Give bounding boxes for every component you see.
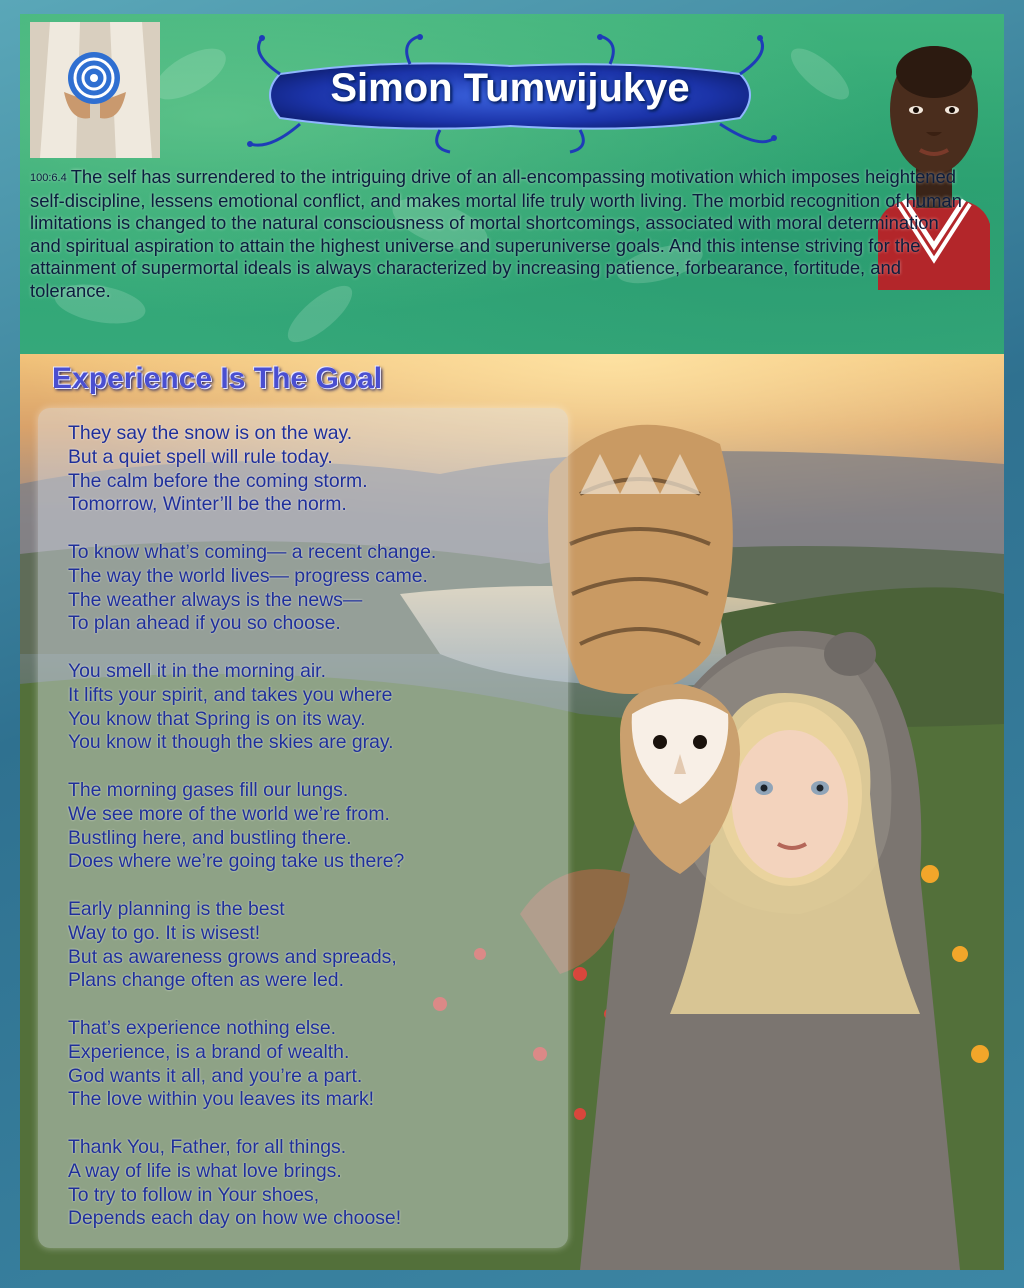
poster — [20, 14, 1004, 1270]
poem-line: God wants it all, and you’re a part. — [68, 1064, 363, 1087]
poem-title: Experience Is The Goal — [52, 362, 383, 395]
poem-line: You know that Spring is on its way. — [68, 707, 366, 730]
stanza-6 — [68, 1017, 374, 1112]
stanza-2 — [68, 541, 436, 636]
quote-text: The self has surrendered to the intriguing drive of an all-encompassing motivation which imposes heightened self-discipline, lessens emotional conflict, and makes mortal life truly worth living. The morbid recognition of human limitations is changed to the natural consciousness of mortal shortcomings, associated with moral determination and spiritual aspiration to attain the highest universe and superuniverse goals. And this intense striving for the attainment of supermortal ideals is always characterized by increasing patience, forbearance, fortitude, and tolerance. — [30, 166, 962, 301]
poem-line: Bustling here, and bustling there. — [68, 826, 352, 849]
poem-line: The way the world lives— progress came. — [68, 564, 428, 587]
poem-line: You smell it in the morning air. — [68, 660, 326, 682]
poem-line: Tomorrow, Winter’ll be the norm. — [68, 493, 347, 516]
poem-line: Experience, is a brand of wealth. — [68, 1040, 350, 1063]
poem-line: Way to go. It is wisest! — [68, 921, 261, 944]
poem-line: The weather always is the news— — [68, 588, 363, 611]
urantia-quote — [30, 166, 972, 303]
poem-line: They say the snow is on the way. — [68, 422, 353, 444]
stanza-5 — [68, 898, 397, 993]
stanza-3 — [68, 660, 394, 755]
poem-panel — [38, 408, 568, 1248]
quote-reference: 100:6.4 — [30, 172, 67, 184]
page-title: Simon Tumwijukye — [330, 66, 690, 110]
poem-line: To know what’s coming— a recent change. — [68, 541, 437, 563]
hands-orb-illustration — [30, 22, 160, 158]
poem-line: Thank You, Father, for all things. — [68, 1136, 347, 1158]
poem-line: You know it though the skies are gray. — [68, 731, 394, 754]
poem-line: The calm before the coming storm. — [68, 469, 368, 492]
poem-line: To try to follow in Your shoes, — [68, 1183, 320, 1206]
poem-line: It lifts your spirit, and takes you where — [68, 683, 393, 706]
poem-line: To plan ahead if you so choose. — [68, 612, 341, 635]
stanza-4 — [68, 779, 404, 874]
poem-line: But as awareness grows and spreads, — [68, 945, 397, 968]
poem-line: That’s experience nothing else. — [68, 1017, 337, 1039]
poem-line: The morning gases fill our lungs. — [68, 779, 349, 801]
poem-line: The love within you leaves its mark! — [68, 1088, 375, 1111]
poem-line: Early planning is the best — [68, 898, 285, 920]
hands-holding-orb-image — [30, 22, 160, 158]
header-panel — [20, 14, 1004, 354]
stanza-7 — [68, 1136, 401, 1231]
stanza-1 — [68, 422, 368, 517]
poem-line: We see more of the world we’re from. — [68, 802, 390, 825]
poem-line: But a quiet spell will rule today. — [68, 445, 333, 468]
poem-line: Depends each day on how we choose! — [68, 1207, 402, 1230]
poem-line: A way of life is what love brings. — [68, 1159, 342, 1182]
poem-line: Does where we’re going take us there? — [68, 850, 405, 873]
poem-line: Plans change often as were led. — [68, 969, 344, 992]
scenery-panel — [20, 354, 1004, 1270]
